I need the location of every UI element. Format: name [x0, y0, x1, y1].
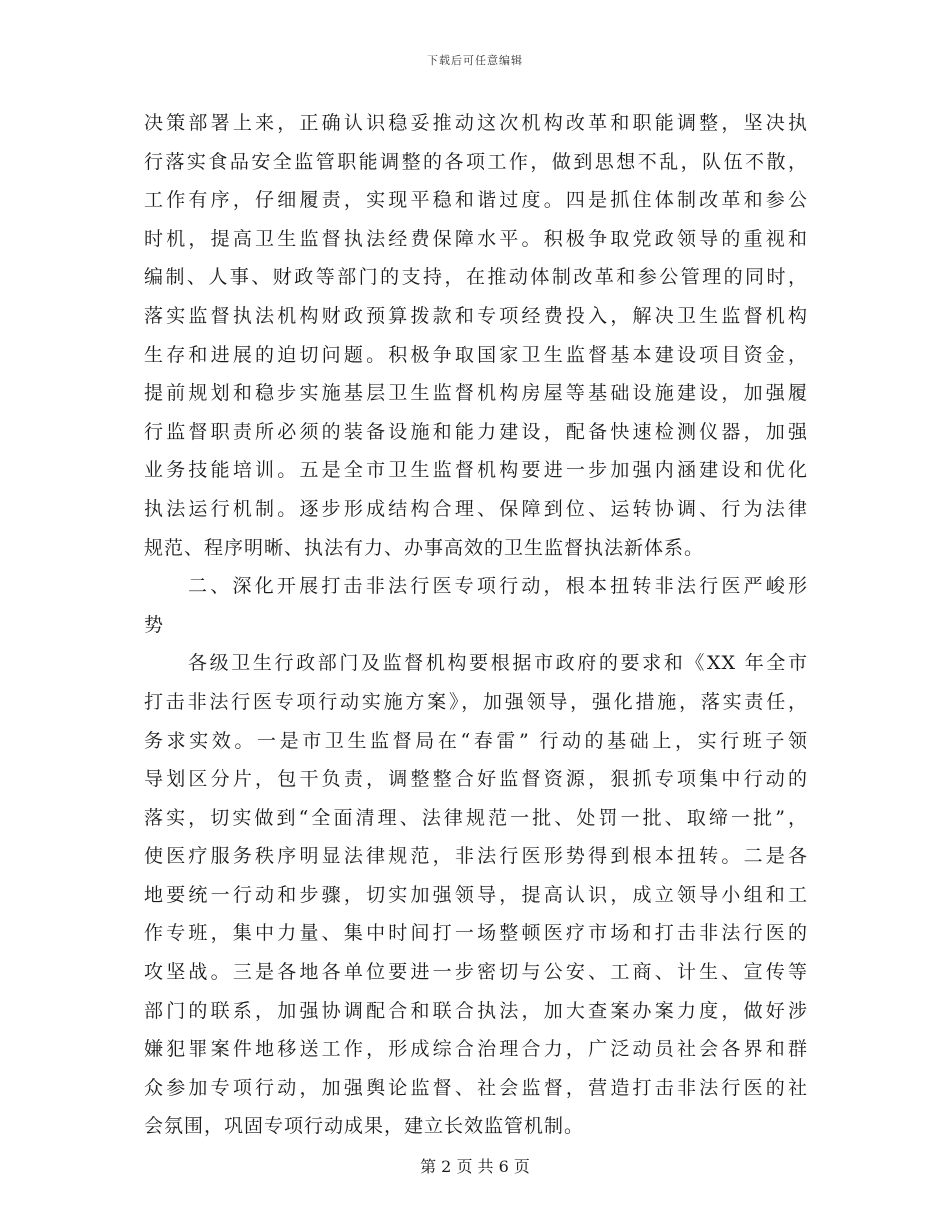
body-line: 工作有序，仔细履责，实现平稳和谐过度。四是抓住体制改革和参公 — [144, 189, 808, 212]
body-line: 执法运行机制。逐步形成结构合理、保障到位、运转协调、行为法律 — [144, 497, 808, 520]
body-line: 打击非法行医专项行动实施方案》，加强领导，强化措施，落实责任， — [144, 690, 808, 713]
body-line: 落实监督执法机构财政预算拨款和专项经费投入，解决卫生监督机构 — [144, 304, 808, 327]
body-line: 时机，提高卫生监督执法经费保障水平。积极争取党政领导的重视和 — [144, 227, 808, 250]
body-line: 各级卫生行政部门及监督机构要根据市政府的要求和《XX 年全市 — [188, 652, 808, 675]
body-line: 嫌犯罪案件地移送工作，形成综合治理合力，广泛动员社会各界和群 — [144, 1038, 808, 1061]
body-line: 导划区分片，包干负责，调整整合好监督资源，狠抓专项集中行动的 — [144, 768, 808, 791]
body-line: 势 — [144, 613, 165, 636]
body-line: 作专班，集中力量、集中时间打一场整顿医疗市场和打击非法行医的 — [144, 922, 808, 945]
body-line: 使医疗服务秩序明显法律规范，非法行医形势得到根本扭转。二是各 — [144, 845, 808, 868]
body-line: 行监督职责所必须的装备设施和能力建设，配备快速检测仪器，加强 — [144, 420, 808, 443]
body-line: 务求实效。一是市卫生监督局在“春雷” 行动的基础上，实行班子领 — [144, 729, 808, 752]
body-line: 部门的联系，加强协调配合和联合执法，加大查案办案力度，做好涉 — [144, 999, 808, 1022]
page-number: 第 2 页 共 6 页 — [420, 1157, 530, 1176]
body-line: 攻坚战。三是各地各单位要进一步密切与公安、工商、计生、宣传等 — [144, 961, 808, 984]
body-line: 会氛围，巩固专项行动成果，建立长效监管机制。 — [144, 1115, 585, 1138]
body-line: 决策部署上来，正确认识稳妥推动这次机构改革和职能调整，坚决执 — [144, 112, 808, 134]
body-line: 落实，切实做到“全面清理、法律规范一批、处罚一批、取缔一批”， — [144, 806, 808, 829]
body-line: 编制、人事、财政等部门的支持，在推动体制改革和参公管理的同时， — [144, 266, 808, 289]
body-line: 地要统一行动和步骤，切实加强领导，提高认识，成立领导小组和工 — [144, 883, 808, 906]
body-line: 生存和进展的迫切问题。积极争取国家卫生监督基本建设项目资金， — [144, 343, 808, 366]
body-line: 二、深化开展打击非法行医专项行动，根本扭转非法行医严峻形 — [188, 575, 808, 598]
body-line: 众参加专项行动，加强舆论监督、社会监督，营造打击非法行医的社 — [144, 1076, 808, 1099]
body-line: 规范、程序明晰、执法有力、办事高效的卫生监督执法新体系。 — [144, 536, 705, 559]
body-line: 行落实食品安全监管职能调整的各项工作，做到思想不乱，队伍不散， — [144, 150, 808, 173]
document-body — [144, 104, 808, 1146]
page-header-note: 下载后可任意编辑 — [427, 54, 523, 67]
body-line: 提前规划和稳步实施基层卫生监督机构房屋等基础设施建设，加强履 — [144, 382, 808, 405]
body-line: 业务技能培训。五是全市卫生监督机构要进一步加强内涵建设和优化 — [144, 459, 808, 482]
